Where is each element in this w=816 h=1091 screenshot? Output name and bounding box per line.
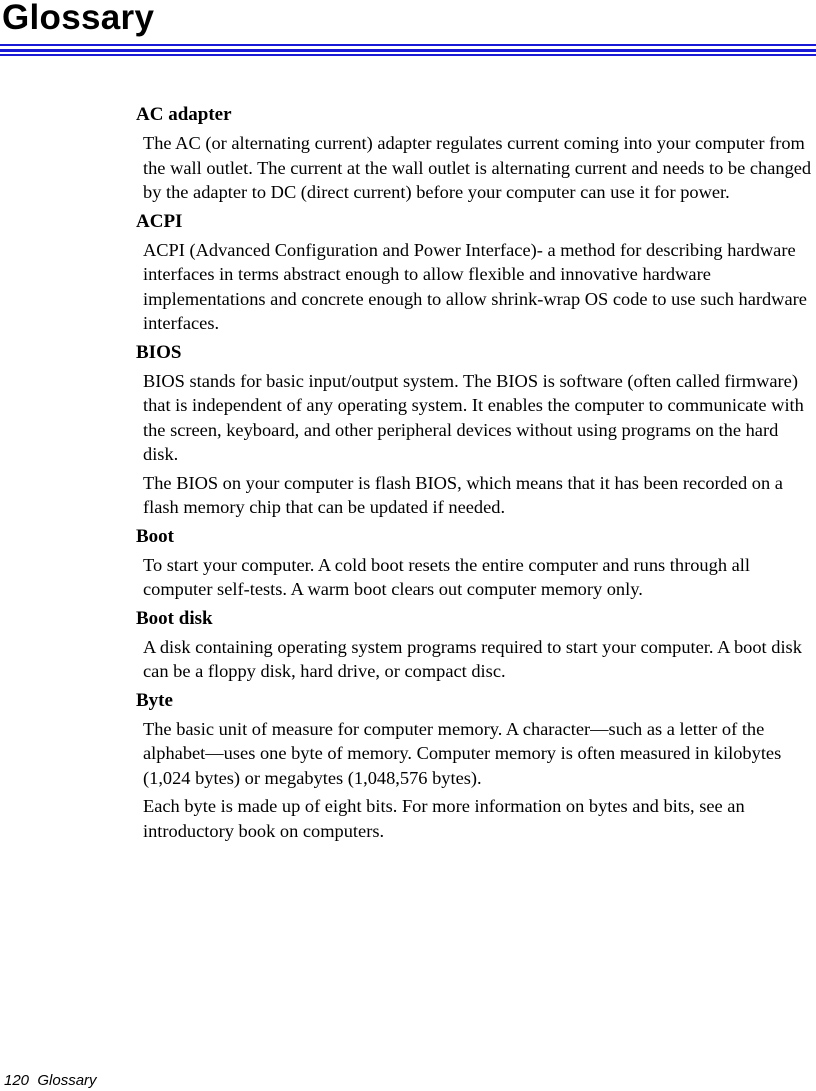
title-rule xyxy=(0,44,816,46)
glossary-entry-boot-disk xyxy=(136,607,814,684)
glossary-definition: The basic unit of measure for computer memory. A character—such as a letter of the alphabet—uses one byte of memory. Computer memory is often measured in kilobytes (1,024 bytes) or megabytes (1,048,576 bytes). xyxy=(143,718,782,788)
title-rule xyxy=(0,54,816,56)
glossary-term: Boot xyxy=(136,525,174,547)
glossary-definition: The AC (or alternating current) adapter regulates current coming into your computer from the wall outlet. The current at the wall outlet is alternating current and needs to be changed by the adapter to DC (direct current) before your computer can use it for power. xyxy=(143,133,812,202)
glossary-definition: A disk containing operating system programs required to start your computer. A boot disk can be a floppy disk, hard drive, or compact disc. xyxy=(143,636,802,681)
glossary-definition: To start your computer. A cold boot resets the entire computer and runs through all computer self-tests. A warm boot clears out computer memory only. xyxy=(143,554,750,599)
page-footer: 120 Glossary xyxy=(4,1072,97,1089)
glossary-entry-byte xyxy=(136,689,814,844)
glossary-list xyxy=(136,103,814,843)
glossary-entry-ac-adapter xyxy=(136,103,814,205)
glossary-definition: ACPI (Advanced Configuration and Power Interface)- a method for describing hardware interfaces in terms abstract enough to allow flexible and innovative hardware implementations and concrete enough to allow shrink-wrap OS code to use such hardware interfaces. xyxy=(143,239,807,333)
glossary-entry-boot xyxy=(136,525,814,602)
title-rule xyxy=(0,49,816,52)
glossary-definition: The BIOS on your computer is flash BIOS, which means that it has been recorded on a flash memory chip that can be updated if needed. xyxy=(143,472,783,517)
glossary-term: AC adapter xyxy=(136,104,232,125)
glossary-definition: BIOS stands for basic input/output system. The BIOS is software (often called firmware) that is independent of any operating system. It enables the computer to communicate with the screen, keyboard, and other peripheral devices without using programs on the hard disk. xyxy=(143,370,804,464)
glossary-term: ACPI xyxy=(136,210,183,232)
glossary-term: BIOS xyxy=(136,341,182,363)
glossary-definition: Each byte is made up of eight bits. For more information on bytes and bits, see an introductory book on computers. xyxy=(143,796,745,841)
glossary-entry-bios xyxy=(136,341,814,520)
glossary-term: Boot disk xyxy=(136,607,213,629)
glossary-entry-acpi xyxy=(136,210,814,336)
glossary-term: Byte xyxy=(136,689,173,711)
page-title: Glossary xyxy=(2,0,155,37)
